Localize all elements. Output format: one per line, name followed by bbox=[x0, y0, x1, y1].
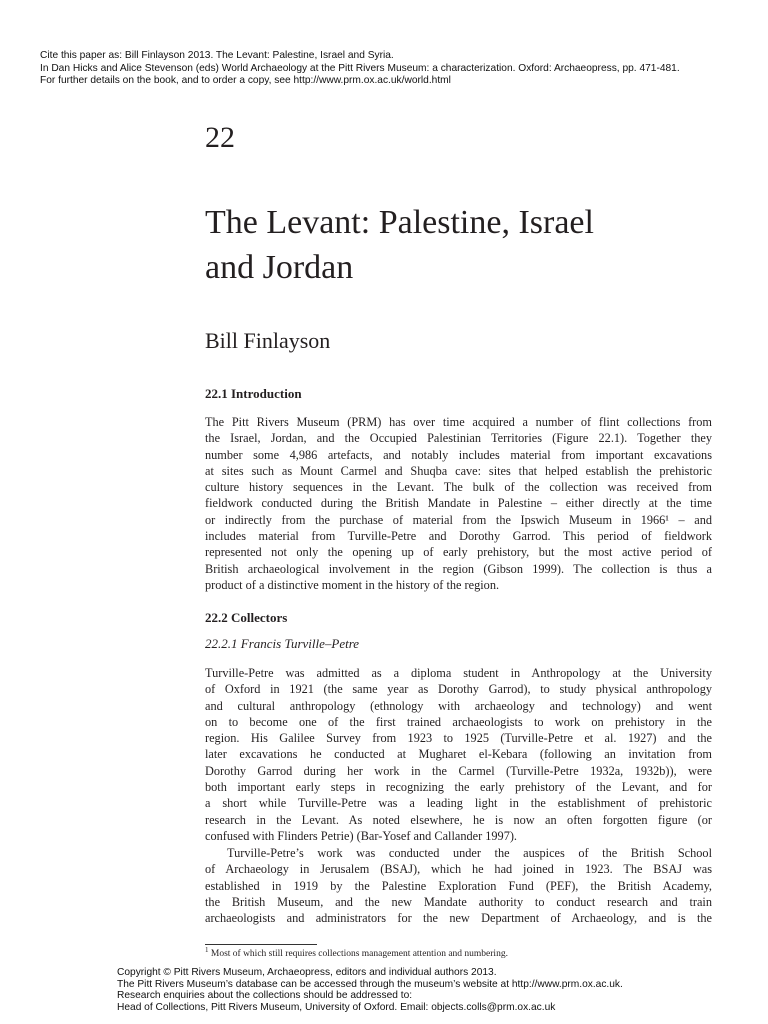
chapter-number: 22 bbox=[205, 121, 235, 154]
citation-line: Cite this paper as: Bill Finlayson 2013. The Levant: Palestine, Israel and Syria. bbox=[40, 50, 394, 61]
footnote-text: Most of which still requires collections management attention and numbering. bbox=[210, 949, 508, 959]
text-line: both important early steps in recognizing the early prehistory of the Levant, and for bbox=[205, 780, 712, 795]
text-line: Dorothy Garrod during her work in the Carmel (Turville-Petre 1932a, 1932b)), were bbox=[205, 763, 712, 778]
text-line: of Oxford in 1921 (the same year as Dorothy Garrod), to study physical anthropology bbox=[205, 682, 712, 697]
citation-line: In Dan Hicks and Alice Stevenson (eds) World Archaeology at the Pitt Rivers Museum: a characterization. Oxford: Archaeopress, pp. 471-481. bbox=[40, 62, 680, 74]
text-line: represented not only the opening up of early prehistory, but the most active period of bbox=[205, 545, 712, 560]
copyright-block bbox=[117, 967, 757, 1013]
chapter-title bbox=[205, 200, 725, 290]
text-line: the Israel, Jordan, and the Occupied Palestinian Territories (Figure 22.1). Together they bbox=[205, 431, 712, 446]
footnote bbox=[205, 945, 508, 960]
text-line: The Pitt Rivers Museum (PRM) has over time acquired a number of flint collections from bbox=[205, 415, 712, 429]
text-line: and cultural anthropology (ethnology with archaeology and technology) and went bbox=[205, 698, 712, 713]
citation-block bbox=[40, 50, 760, 88]
text-line: Turville-Petre was admitted as a diploma student in Anthropology at the University bbox=[205, 666, 712, 680]
footnote-marker: 1 bbox=[205, 945, 209, 954]
text-line: archaeologists and administrators for the new Department of Archaeology, and is the bbox=[205, 911, 712, 926]
text-line: the British Museum, and the new Mandate authority to conduct research and train bbox=[205, 894, 712, 909]
copyright-line: Head of Collections, Pitt Rivers Museum, University of Oxford. Email: objects.colls@prm.ox.ac.uk bbox=[117, 1001, 556, 1013]
chapter-title-line: The Levant: Palestine, Israel bbox=[205, 204, 594, 241]
text-line: region. His Galilee Survey from 1923 to 1925 (Turville-Petre et al. 1927) and the bbox=[205, 731, 712, 746]
paragraph-introduction bbox=[205, 414, 712, 593]
text-line: at sites such as Mount Carmel and Shuqba cave: sites that helped establish the prehistoric bbox=[205, 463, 712, 478]
section-heading-introduction: 22.1 Introduction bbox=[205, 386, 302, 401]
paragraph-turville-petre-2 bbox=[205, 845, 712, 926]
paragraph-turville-petre-1 bbox=[205, 665, 712, 844]
author-name: Bill Finlayson bbox=[205, 328, 331, 353]
copyright-line: Research enquiries about the collections should be addressed to: bbox=[117, 990, 413, 1002]
chapter-title-line: and Jordan bbox=[205, 249, 354, 286]
text-line: includes material from Turville-Petre and Dorothy Garrod. This period of fieldwork bbox=[205, 529, 712, 544]
subsection-heading-turville-petre: 22.2.1 Francis Turville–Petre bbox=[205, 636, 360, 651]
citation-line: For further details on the book, and to order a copy, see http://www.prm.ox.ac.uk/world.html bbox=[40, 75, 451, 86]
copyright-line: Copyright © Pitt Rivers Museum, Archaeopress, editors and individual authors 2013. bbox=[117, 967, 497, 978]
text-line: fieldwork conducted during the British Mandate in Palestine – either directly at the time bbox=[205, 496, 712, 511]
text-line: Turville-Petre’s work was conducted under the auspices of the British School bbox=[227, 846, 712, 860]
text-line: a short while Turville-Petre was a leading light in the establishment of prehistoric bbox=[205, 796, 712, 811]
section-heading-collectors: 22.2 Collectors bbox=[205, 610, 288, 625]
text-line: product of a distinctive moment in the history of the region. bbox=[205, 577, 500, 592]
text-line: number some 4,986 artefacts, and notably includes material from important excavations bbox=[205, 447, 712, 462]
text-line: established in 1919 by the Palestine Exploration Fund (PEF), the British Academy, bbox=[205, 878, 712, 893]
text-line: of Archaeology in Jerusalem (BSAJ), which he had joined in 1923. The BSAJ was bbox=[205, 862, 712, 877]
text-line: later excavations he conducted at Mugharet el-Kebara (following an invitation from bbox=[205, 747, 712, 762]
text-line: culture history sequences in the Levant. The bulk of the collection was received from bbox=[205, 480, 712, 495]
text-line: on to become one of the first trained archaeologists to work on prehistory in the bbox=[205, 714, 712, 729]
text-line: British archaeological involvement in the region (Gibson 1999). The collection is thus a bbox=[205, 561, 712, 576]
text-line: research in the Levant. As noted elsewhere, he is now an often forgotten figure (or bbox=[205, 812, 712, 827]
text-line: or indirectly from the purchase of material from the Ipswich Museum in 1966¹ – and bbox=[205, 512, 712, 527]
copyright-line: The Pitt Rivers Museum’s database can be accessed through the museum’s website at http://www.prm.ox.ac.uk. bbox=[117, 978, 623, 990]
footnote-divider bbox=[205, 944, 317, 945]
text-line: confused with Flinders Petrie) (Bar-Yosef and Callander 1997). bbox=[205, 828, 518, 843]
